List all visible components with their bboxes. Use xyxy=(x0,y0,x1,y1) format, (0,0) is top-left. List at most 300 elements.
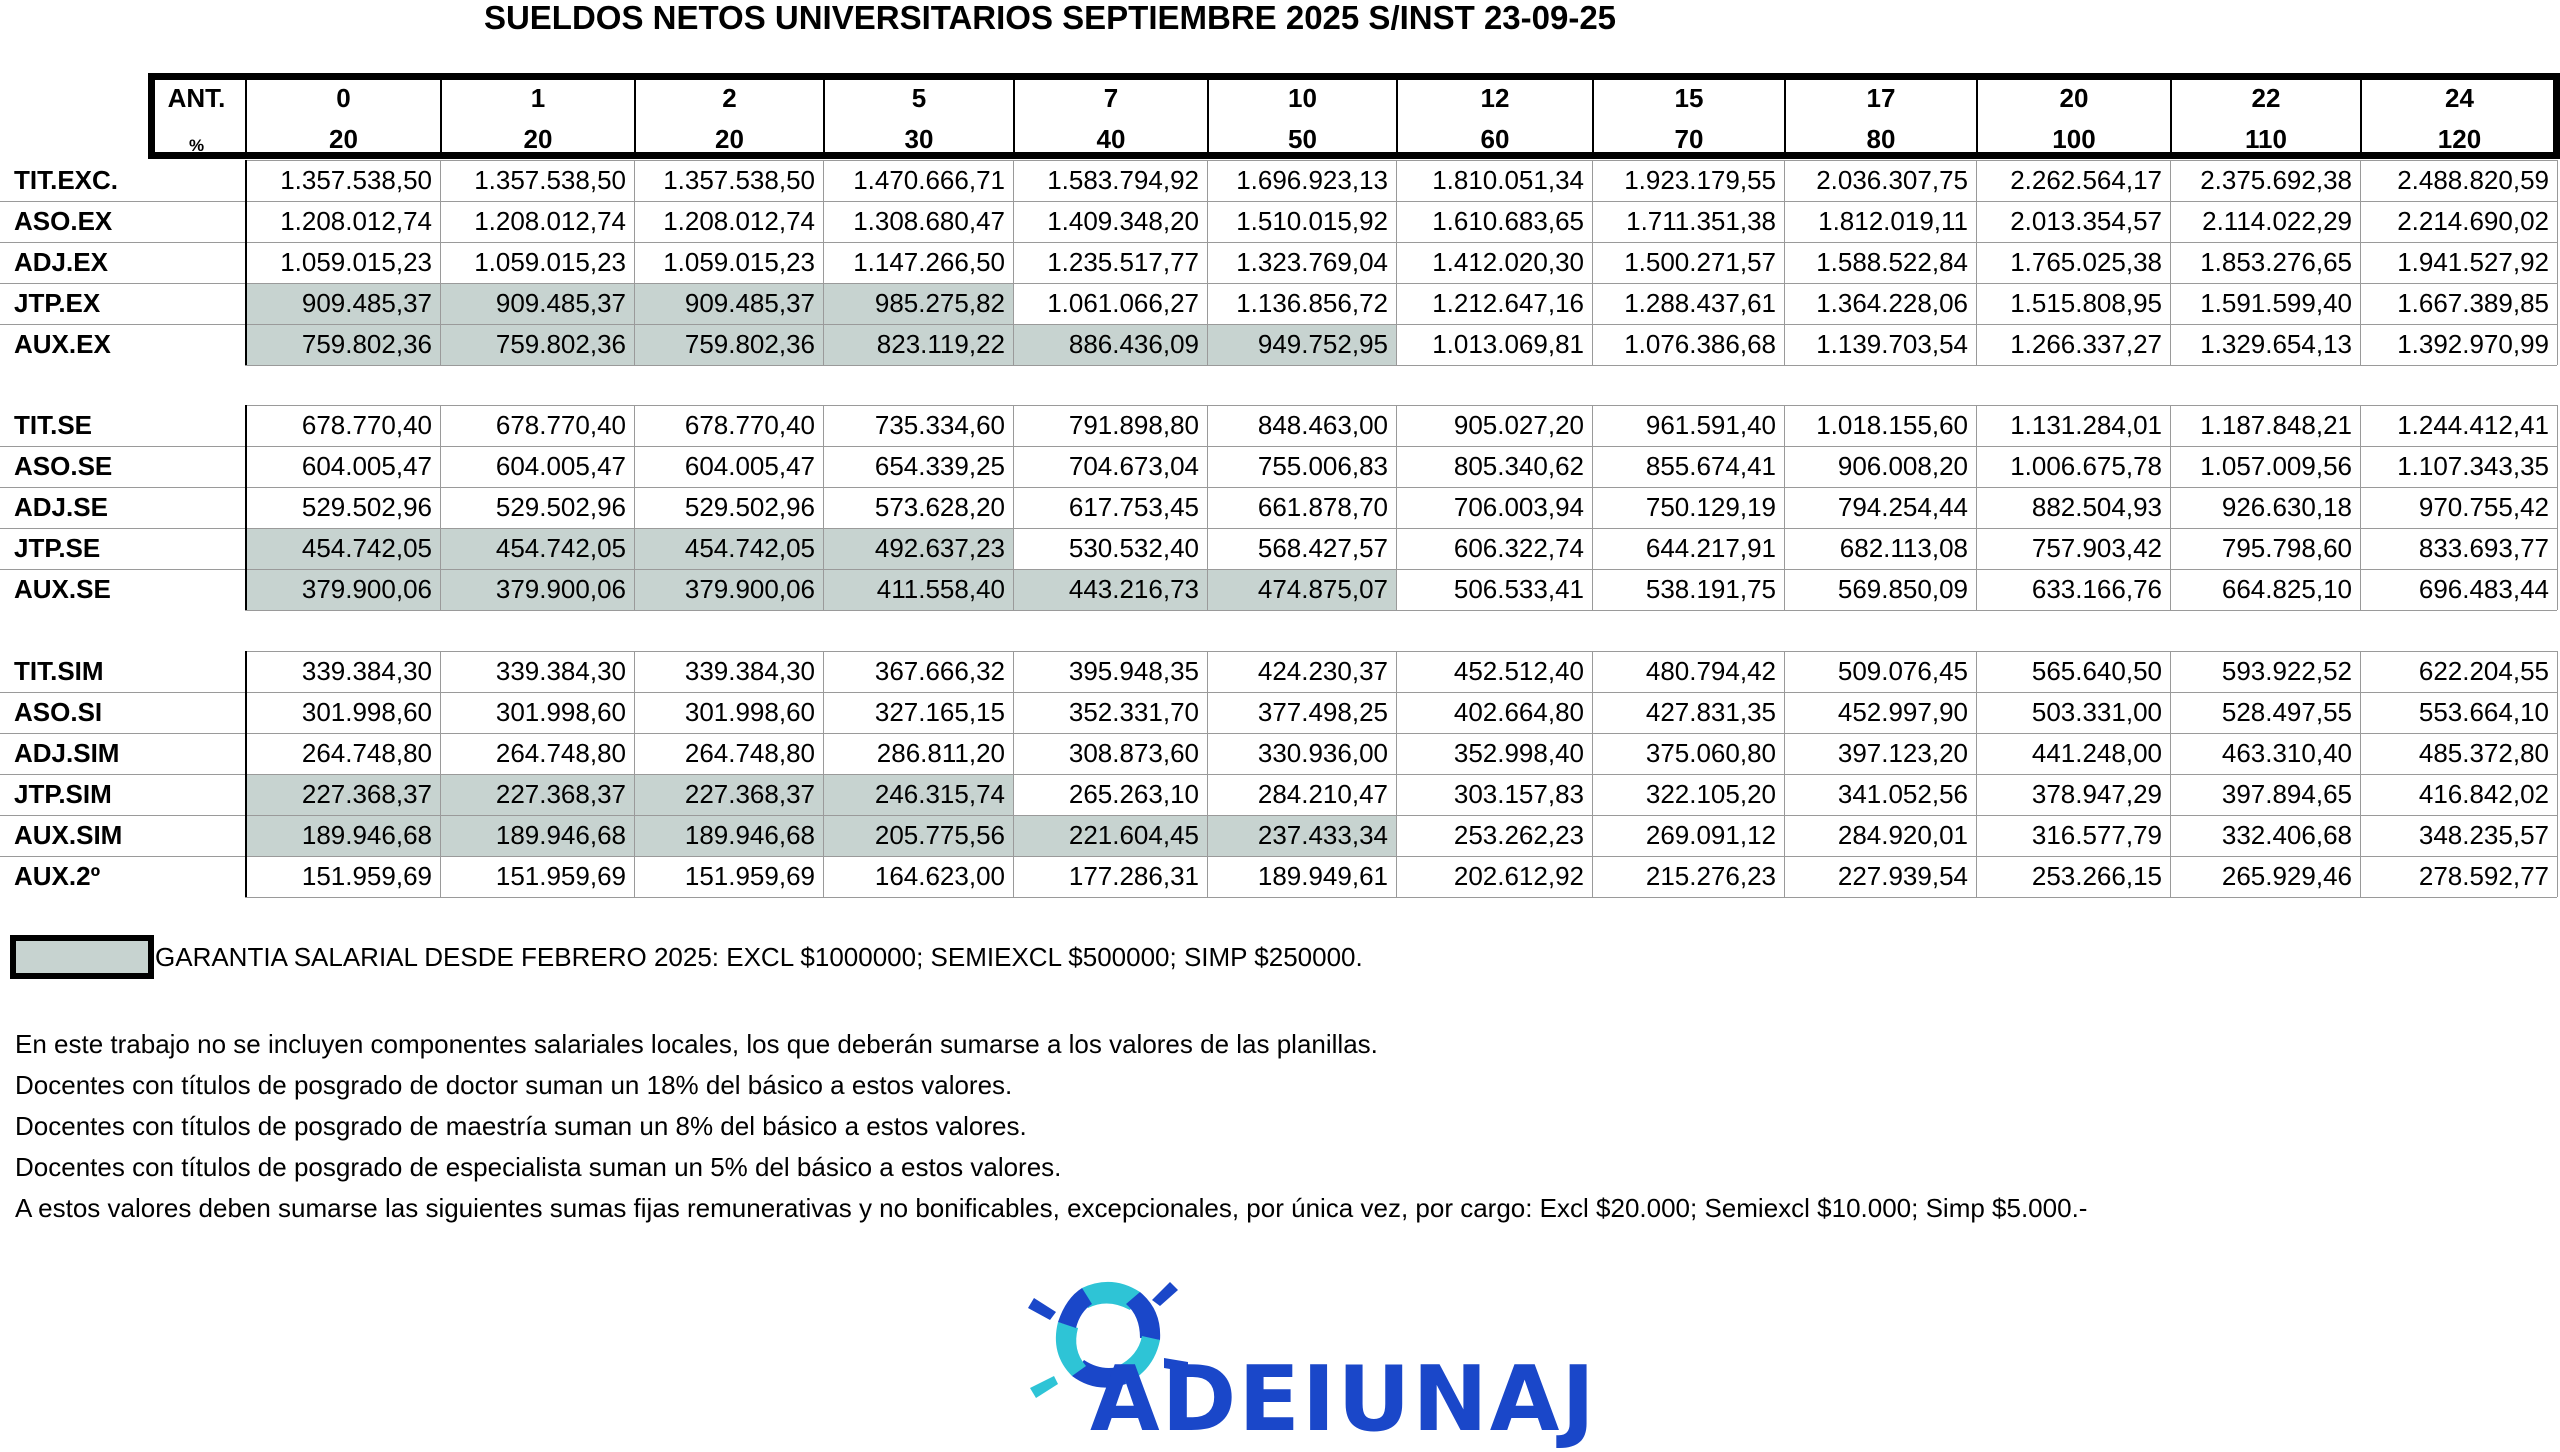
grid-line xyxy=(2557,651,2558,897)
header-percent: 100 xyxy=(2052,124,2096,154)
header-column xyxy=(2170,73,2360,159)
table-cell: 339.384,30 xyxy=(684,656,815,686)
table-cell: 529.502,96 xyxy=(684,492,815,522)
table-cell: 227.368,37 xyxy=(440,774,634,815)
table-cell: 1.812.019,11 xyxy=(1818,206,1968,236)
table-cell: 791.898,80 xyxy=(1068,410,1199,440)
grid-line xyxy=(2170,160,2171,365)
table-cell: 509.076,45 xyxy=(1837,656,1968,686)
table-cell: 735.334,60 xyxy=(874,410,1005,440)
table-cell: 379.900,06 xyxy=(634,569,823,610)
grid-line xyxy=(245,610,2557,611)
table-cell: 265.929,46 xyxy=(2221,861,2352,891)
header-column xyxy=(1013,73,1207,159)
header-percent-label: % xyxy=(188,136,205,155)
grid-line xyxy=(0,692,2557,693)
header-column xyxy=(1976,73,2170,159)
page-title: SUELDOS NETOS UNIVERSITARIOS SEPTIEMBRE 2025 S/INST 23-09-25 xyxy=(483,0,1617,36)
table-cell: 654.339,25 xyxy=(874,451,1005,481)
row-label: AUX.SE xyxy=(14,574,111,604)
row-label: TIT.SE xyxy=(14,410,93,440)
table-cell: 379.900,06 xyxy=(440,569,634,610)
table-cell: 1.591.599,40 xyxy=(2200,288,2352,318)
table-cell: 278.592,77 xyxy=(2418,861,2549,891)
grid-line xyxy=(0,569,2557,570)
table-cell: 1.500.271,57 xyxy=(1624,247,1776,277)
table-cell: 1.329.654,13 xyxy=(2200,329,2352,359)
table-cell: 1.392.970,99 xyxy=(2397,329,2549,359)
table-cell: 424.230,37 xyxy=(1257,656,1388,686)
header-years: 2 xyxy=(722,83,737,113)
table-cell: 2.262.564,17 xyxy=(2010,165,2162,195)
note-line: Docentes con títulos de posgrado de maestría suman un 8% del básico a estos valores. xyxy=(15,1111,1027,1141)
table-cell: 246.315,74 xyxy=(823,774,1013,815)
grid-line xyxy=(1976,405,1977,610)
table-cell: 164.623,00 xyxy=(874,861,1005,891)
table-cell: 795.798,60 xyxy=(2221,533,2352,563)
table-cell: 1.059.015,23 xyxy=(474,247,626,277)
table-cell: 833.693,77 xyxy=(2418,533,2549,563)
table-cell: 1.208.012,74 xyxy=(474,206,626,236)
header-percent: 40 xyxy=(1096,124,1126,154)
table-cell: 452.512,40 xyxy=(1453,656,1584,686)
legend-swatch xyxy=(10,935,154,979)
grid-line xyxy=(1396,405,1397,610)
header-percent: 60 xyxy=(1480,124,1510,154)
grid-line xyxy=(1207,160,1208,365)
row-label: AUX.EX xyxy=(14,329,111,359)
table-cell: 1.076.386,68 xyxy=(1624,329,1776,359)
table-cell: 970.755,42 xyxy=(2418,492,2549,522)
table-cell: 375.060,80 xyxy=(1645,738,1776,768)
table-cell: 759.802,36 xyxy=(245,324,440,365)
row-label: ADJ.EX xyxy=(14,247,108,277)
table-cell: 604.005,47 xyxy=(684,451,815,481)
header-column xyxy=(2360,73,2557,159)
header-years: 17 xyxy=(1866,83,1896,113)
table-cell: 604.005,47 xyxy=(301,451,432,481)
table-cell: 1.018.155,60 xyxy=(1816,410,1968,440)
table-cell: 644.217,91 xyxy=(1645,533,1776,563)
row-label: ASO.EX xyxy=(14,206,113,236)
grid-line xyxy=(0,201,2557,202)
table-cell: 1.357.538,50 xyxy=(474,165,626,195)
row-label: ADJ.SIM xyxy=(14,738,120,768)
table-cell: 794.254,44 xyxy=(1837,492,1968,522)
table-cell: 189.946,68 xyxy=(245,815,440,856)
table-cell: 503.331,00 xyxy=(2031,697,2162,727)
table-cell: 1.266.337,27 xyxy=(2010,329,2162,359)
table-cell: 1.470.666,71 xyxy=(853,165,1005,195)
header-years: 5 xyxy=(911,83,927,113)
table-cell: 1.810.051,34 xyxy=(1432,165,1584,195)
grid-line xyxy=(0,815,2557,816)
table-cell: 593.922,52 xyxy=(2221,656,2352,686)
table-cell: 205.775,56 xyxy=(823,815,1013,856)
row-label: JTP.SIM xyxy=(14,779,112,809)
table-cell: 755.006,83 xyxy=(1257,451,1388,481)
table-cell: 1.765.025,38 xyxy=(2010,247,2162,277)
table-cell: 474.875,07 xyxy=(1207,569,1396,610)
header-column xyxy=(245,73,440,159)
table-cell: 332.406,68 xyxy=(2221,820,2352,850)
table-cell: 2.214.690,02 xyxy=(2397,206,2549,236)
table-cell: 352.998,40 xyxy=(1453,738,1584,768)
grid-line xyxy=(1784,160,1785,365)
grid-line xyxy=(0,324,2557,325)
grid-line xyxy=(1592,651,1593,897)
grid-line xyxy=(245,405,247,610)
table-cell: 1.131.284,01 xyxy=(2010,410,2162,440)
table-cell: 189.946,68 xyxy=(440,815,634,856)
table-cell: 1.013.069,81 xyxy=(1432,329,1584,359)
table-cell: 379.900,06 xyxy=(245,569,440,610)
table-cell: 264.748,80 xyxy=(301,738,432,768)
table-cell: 1.364.228,06 xyxy=(1816,288,1968,318)
table-cell: 227.368,37 xyxy=(245,774,440,815)
table-cell: 253.262,23 xyxy=(1453,820,1584,850)
row-label: ASO.SI xyxy=(14,697,103,727)
table-cell: 378.947,29 xyxy=(2031,779,2162,809)
table-cell: 1.308.680,47 xyxy=(853,206,1005,236)
grid-line xyxy=(245,365,2557,366)
grid-line xyxy=(0,446,2557,447)
table-cell: 327.165,15 xyxy=(874,697,1005,727)
table-cell: 1.583.794,92 xyxy=(1047,165,1199,195)
grid-line xyxy=(1013,405,1014,610)
table-cell: 1.610.683,65 xyxy=(1432,206,1584,236)
table-cell: 617.753,45 xyxy=(1068,492,1199,522)
note-line: Docentes con títulos de posgrado de doctor suman un 18% del básico a estos valores. xyxy=(15,1070,1013,1100)
table-cell: 678.770,40 xyxy=(495,410,626,440)
table-cell: 573.628,20 xyxy=(874,492,1005,522)
table-cell: 397.894,65 xyxy=(2221,779,2352,809)
table-cell: 759.802,36 xyxy=(634,324,823,365)
grid-line xyxy=(0,774,2557,775)
table-cell: 2.036.307,75 xyxy=(1816,165,1968,195)
grid-line xyxy=(440,651,441,897)
table-cell: 339.384,30 xyxy=(301,656,432,686)
grid-line xyxy=(2557,405,2558,610)
row-label: AUX.SIM xyxy=(14,820,123,850)
table-cell: 1.323.769,04 xyxy=(1236,247,1388,277)
note-line: A estos valores deben sumarse las siguientes sumas fijas remunerativas y no bonificables, excepcionales, por única vez, por cargo: Excl $20.000; Semiexcl $10.000; Simp $5.000.- xyxy=(15,1193,2088,1223)
table-cell: 985.275,82 xyxy=(823,283,1013,324)
header-column xyxy=(1207,73,1396,159)
table-cell: 848.463,00 xyxy=(1257,410,1388,440)
table-cell: 1.357.538,50 xyxy=(280,165,432,195)
header-percent: 70 xyxy=(1674,124,1704,154)
table-cell: 757.903,42 xyxy=(2031,533,2162,563)
table-cell: 308.873,60 xyxy=(1068,738,1199,768)
row-label: TIT.EXC. xyxy=(14,165,119,195)
table-cell: 909.485,37 xyxy=(634,283,823,324)
table-cell: 1.208.012,74 xyxy=(280,206,432,236)
table-cell: 1.515.808,95 xyxy=(2010,288,2162,318)
header-percent: 30 xyxy=(904,124,934,154)
table-cell: 565.640,50 xyxy=(2031,656,2162,686)
table-cell: 352.331,70 xyxy=(1068,697,1199,727)
header-years: 10 xyxy=(1288,83,1317,113)
table-cell: 1.923.179,55 xyxy=(1624,165,1776,195)
header-percent: 20 xyxy=(523,124,553,154)
table-cell: 177.286,31 xyxy=(1068,861,1199,891)
grid-line xyxy=(823,160,824,365)
table-cell: 227.939,54 xyxy=(1837,861,1968,891)
table-cell: 348.235,57 xyxy=(2418,820,2549,850)
table-cell: 454.742,05 xyxy=(634,528,823,569)
table-cell: 2.375.692,38 xyxy=(2200,165,2352,195)
grid-line xyxy=(1396,160,1397,365)
table-cell: 480.794,42 xyxy=(1645,656,1776,686)
table-cell: 284.210,47 xyxy=(1257,779,1388,809)
table-cell: 1.187.848,21 xyxy=(2200,410,2352,440)
table-cell: 909.485,37 xyxy=(245,283,440,324)
table-cell: 377.498,25 xyxy=(1257,697,1388,727)
grid-line xyxy=(1592,160,1593,365)
grid-line xyxy=(1976,651,1977,897)
grid-line xyxy=(440,160,441,365)
table-cell: 215.276,23 xyxy=(1645,861,1776,891)
grid-line xyxy=(2557,160,2558,365)
table-cell: 1.006.675,78 xyxy=(2010,451,2162,481)
header-percent: 110 xyxy=(2245,124,2287,154)
row-label: ASO.SE xyxy=(14,451,113,481)
grid-line xyxy=(2170,405,2171,610)
grid-line xyxy=(245,160,2557,161)
grid-line xyxy=(1207,405,1208,610)
table-cell: 1.147.266,50 xyxy=(853,247,1005,277)
grid-line xyxy=(1013,651,1014,897)
table-cell: 2.114.022,29 xyxy=(2202,206,2352,236)
header-column xyxy=(1784,73,1976,159)
table-cell: 316.577,79 xyxy=(2031,820,2162,850)
table-cell: 664.825,10 xyxy=(2221,574,2352,604)
header-years: 0 xyxy=(336,83,351,113)
header-column xyxy=(634,73,823,159)
table-cell: 961.591,40 xyxy=(1645,410,1776,440)
grid-line xyxy=(823,405,824,610)
table-cell: 622.204,55 xyxy=(2418,656,2549,686)
grid-line xyxy=(0,283,2557,284)
row-label: AUX.2º xyxy=(14,861,101,891)
table-cell: 568.427,57 xyxy=(1257,533,1388,563)
table-cell: 905.027,20 xyxy=(1453,410,1584,440)
grid-line xyxy=(0,528,2557,529)
grid-line xyxy=(1207,651,1208,897)
table-cell: 2.488.820,59 xyxy=(2397,165,2549,195)
header-years: 24 xyxy=(2445,83,2474,113)
table-cell: 1.107.343,35 xyxy=(2397,451,2549,481)
table-cell: 1.696.923,13 xyxy=(1236,165,1388,195)
table-cell: 823.119,22 xyxy=(823,324,1013,365)
table-cell: 553.664,10 xyxy=(2418,697,2549,727)
table-cell: 882.504,93 xyxy=(2031,492,2162,522)
table-cell: 886.436,09 xyxy=(1013,324,1207,365)
table-cell: 221.604,45 xyxy=(1013,815,1207,856)
header-column xyxy=(440,73,634,159)
table-cell: 395.948,35 xyxy=(1068,656,1199,686)
table-cell: 569.850,09 xyxy=(1837,574,1968,604)
grid-line xyxy=(1396,651,1397,897)
grid-line xyxy=(245,651,2557,652)
table-cell: 237.433,34 xyxy=(1207,815,1396,856)
table-cell: 682.113,08 xyxy=(1839,533,1968,563)
table-cell: 949.752,95 xyxy=(1207,324,1396,365)
table-cell: 1.288.437,61 xyxy=(1624,288,1776,318)
table-cell: 1.136.856,72 xyxy=(1236,288,1388,318)
row-label: TIT.SIM xyxy=(14,656,104,686)
table-cell: 1.061.066,27 xyxy=(1047,288,1199,318)
table-cell: 264.748,80 xyxy=(684,738,815,768)
grid-line xyxy=(2170,651,2171,897)
grid-line xyxy=(1013,160,1014,365)
table-cell: 759.802,36 xyxy=(440,324,634,365)
table-cell: 696.483,44 xyxy=(2418,574,2549,604)
header-percent: 20 xyxy=(715,124,744,154)
table-cell: 909.485,37 xyxy=(440,283,634,324)
table-cell: 678.770,40 xyxy=(684,410,815,440)
grid-line xyxy=(1784,651,1785,897)
table-cell: 678.770,40 xyxy=(301,410,432,440)
table-cell: 284.920,01 xyxy=(1837,820,1968,850)
table-cell: 1.588.522,84 xyxy=(1816,247,1968,277)
table-cell: 855.674,41 xyxy=(1645,451,1776,481)
header-years: 20 xyxy=(2059,83,2089,113)
grid-line xyxy=(440,405,441,610)
table-cell: 529.502,96 xyxy=(301,492,432,522)
table-cell: 264.748,80 xyxy=(495,738,626,768)
table-cell: 202.612,92 xyxy=(1453,861,1584,891)
grid-line xyxy=(0,856,2557,857)
table-cell: 151.959,69 xyxy=(301,861,432,891)
table-cell: 1.139.703,54 xyxy=(1816,329,1968,359)
header-percent: 20 xyxy=(329,124,358,154)
grid-line xyxy=(2360,651,2361,897)
table-cell: 416.842,02 xyxy=(2418,779,2549,809)
table-cell: 538.191,75 xyxy=(1645,574,1776,604)
grid-line xyxy=(245,651,247,897)
table-cell: 606.322,74 xyxy=(1453,533,1584,563)
header-years: 1 xyxy=(530,83,546,113)
table-cell: 506.533,41 xyxy=(1453,574,1584,604)
table-cell: 633.166,76 xyxy=(2031,574,2162,604)
table-cell: 286.811,20 xyxy=(876,738,1005,768)
grid-line xyxy=(634,160,635,365)
grid-line xyxy=(0,487,2557,488)
note-line: En este trabajo no se incluyen componentes salariales locales, los que deberán sumarse a los valores de las planillas. xyxy=(15,1029,1378,1059)
grid-line xyxy=(245,897,2557,898)
grid-line xyxy=(2360,405,2361,610)
table-cell: 463.310,40 xyxy=(2221,738,2352,768)
header-column xyxy=(1396,73,1592,159)
table-cell: 330.936,00 xyxy=(1257,738,1388,768)
row-label: JTP.EX xyxy=(14,288,101,318)
table-cell: 454.742,05 xyxy=(245,528,440,569)
table-cell: 1.057.009,56 xyxy=(2200,451,2352,481)
table-cell: 704.673,04 xyxy=(1068,451,1199,481)
table-cell: 441.248,00 xyxy=(2031,738,2162,768)
table-cell: 303.157,83 xyxy=(1453,779,1584,809)
header-percent: 120 xyxy=(2437,124,2482,154)
table-cell: 339.384,30 xyxy=(495,656,626,686)
notes xyxy=(15,1024,2087,1229)
table-cell: 805.340,62 xyxy=(1453,451,1584,481)
table-cell: 528.497,55 xyxy=(2221,697,2352,727)
table-cell: 1.853.276,65 xyxy=(2200,247,2352,277)
table-cell: 926.630,18 xyxy=(2221,492,2352,522)
table-cell: 1.059.015,23 xyxy=(663,247,815,277)
table-cell: 452.997,90 xyxy=(1837,697,1968,727)
table-cell: 1.244.412,41 xyxy=(2397,410,2549,440)
legend-text: GARANTIA SALARIAL DESDE FEBRERO 2025: EXCL $1000000; SEMIEXCL $500000; SIMP $250000. xyxy=(155,942,1363,972)
table-cell: 1.409.348,20 xyxy=(1047,206,1199,236)
grid-line xyxy=(0,242,2557,243)
grid-line xyxy=(245,160,247,365)
table-cell: 1.212.647,16 xyxy=(1432,288,1584,318)
header-percent: 50 xyxy=(1288,124,1317,154)
header-years: 15 xyxy=(1674,83,1704,113)
table-cell: 367.666,32 xyxy=(874,656,1005,686)
table-cell: 492.637,23 xyxy=(823,528,1013,569)
grid-line xyxy=(823,651,824,897)
table-cell: 1.510.015,92 xyxy=(1236,206,1388,236)
table-cell: 427.831,35 xyxy=(1645,697,1776,727)
table-cell: 443.216,73 xyxy=(1013,569,1207,610)
table-cell: 265.263,10 xyxy=(1068,779,1199,809)
table-cell: 189.949,61 xyxy=(1257,861,1388,891)
table-cell: 906.008,20 xyxy=(1837,451,1968,481)
table-cell: 604.005,47 xyxy=(495,451,626,481)
table-cell: 151.959,69 xyxy=(684,861,815,891)
header-years: 12 xyxy=(1480,83,1510,113)
table-cell: 397.123,20 xyxy=(1837,738,1968,768)
row-label: JTP.SE xyxy=(14,533,101,563)
table-cell: 189.946,68 xyxy=(634,815,823,856)
note-line: Docentes con títulos de posgrado de especialista suman un 5% del básico a estos valores. xyxy=(15,1152,1062,1182)
table-cell: 1.667.389,85 xyxy=(2397,288,2549,318)
header-percent: 80 xyxy=(1866,124,1896,154)
row-label: ADJ.SE xyxy=(14,492,108,522)
table-cell: 1.412.020,30 xyxy=(1432,247,1584,277)
grid-line xyxy=(634,405,635,610)
grid-line xyxy=(1784,405,1785,610)
table-cell: 1.235.517,77 xyxy=(1047,247,1199,277)
table-cell: 301.998,60 xyxy=(684,697,815,727)
table-cell: 1.208.012,74 xyxy=(663,206,815,236)
header-ant-label: ANT. xyxy=(167,83,226,113)
table-cell: 1.941.527,92 xyxy=(2397,247,2549,277)
header-column xyxy=(1592,73,1784,159)
grid-line xyxy=(1592,405,1593,610)
header-ant-cell xyxy=(148,73,245,159)
grid-line xyxy=(0,733,2557,734)
table-cell: 454.742,05 xyxy=(440,528,634,569)
table-cell: 269.091,12 xyxy=(1645,820,1776,850)
table-cell: 151.959,69 xyxy=(495,861,626,891)
table-cell: 750.129,19 xyxy=(1645,492,1776,522)
grid-line xyxy=(245,405,2557,406)
table-cell: 2.013.354,57 xyxy=(2010,206,2162,236)
header-years: 7 xyxy=(1103,83,1119,113)
table-cell: 322.105,20 xyxy=(1645,779,1776,809)
grid-line xyxy=(2360,160,2361,365)
header-column xyxy=(823,73,1013,159)
table-cell: 411.558,40 xyxy=(823,569,1013,610)
table-cell: 485.372,80 xyxy=(2418,738,2549,768)
grid-line xyxy=(1976,160,1977,365)
table-cell: 1.711.351,38 xyxy=(1626,206,1776,236)
